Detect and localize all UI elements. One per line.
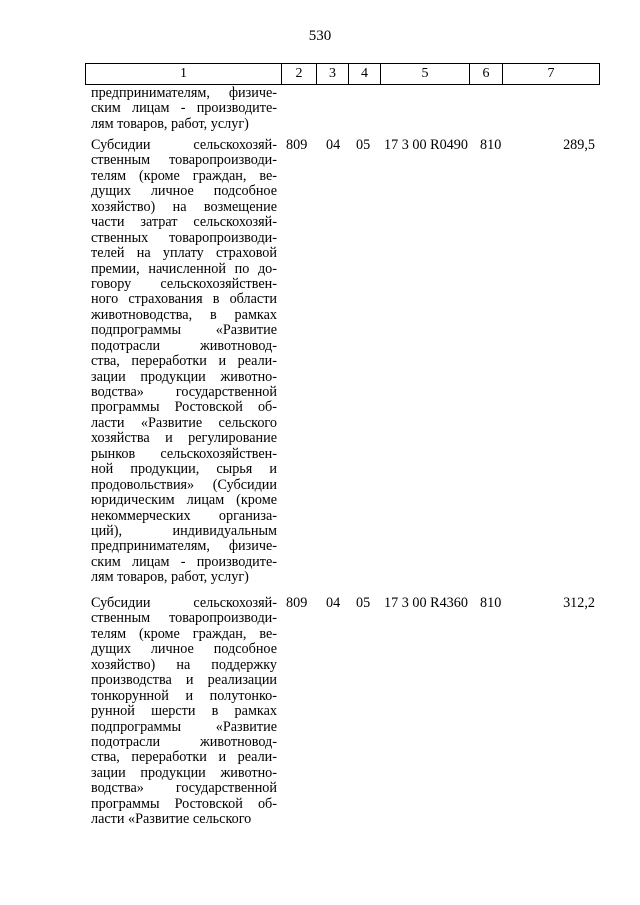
text-line: дущих личное подсобное [91, 642, 277, 658]
text-line: ласти «Развитие сельского [91, 415, 277, 431]
cell-col-4: 05 [356, 595, 371, 611]
text-line: рынков сельскохозяйствен- [91, 446, 277, 462]
row-description [91, 138, 277, 586]
row-description [91, 596, 277, 828]
text-line: говору сельскохозяйствен- [91, 276, 277, 292]
text-line: зации продукции животно- [91, 765, 277, 781]
header-col-7: 7 [547, 66, 555, 81]
text-line: подотрасли животновод- [91, 338, 277, 354]
text-line: хозяйство) на поддержку [91, 657, 277, 673]
text-line: программы Ростовской об- [91, 400, 277, 416]
text-line: тонкорунной и полутонко- [91, 688, 277, 704]
text-line: подпрограммы «Развитие [91, 323, 277, 339]
text-line: лям товаров, работ, услуг) [91, 569, 249, 586]
text-line: ским лицам - производите- [91, 101, 277, 117]
text-line: телей на уплату страховой [91, 246, 277, 262]
cell-col-6: 810 [480, 595, 502, 611]
text-line: рунной шерсти в рамках [91, 704, 277, 720]
text-line: ласти «Развитие сельского [91, 811, 252, 828]
cell-col-3: 04 [326, 137, 341, 153]
text-line: животноводства, в рамках [91, 307, 277, 323]
text-line: телям (кроме граждан, ве- [91, 626, 277, 642]
text-line: телям (кроме граждан, ве- [91, 168, 277, 184]
text-line: Субсидии сельскохозяй- [91, 596, 277, 611]
text-line: ной продукции, сырья и [91, 462, 277, 478]
text-line: хозяйства и регулирование [91, 431, 277, 447]
text-line: Субсидии сельскохозяй- [91, 138, 277, 153]
cell-col-6: 810 [480, 137, 502, 153]
text-line: ственных товаропроизводи- [91, 230, 277, 246]
cell-col-5: 17 3 00 R4360 [384, 595, 468, 611]
continuation-text [91, 86, 277, 132]
cell-col-2: 809 [286, 595, 308, 611]
header-col-5: 5 [381, 64, 470, 84]
text-line: водства» государственной [91, 385, 277, 400]
text-line: предпринимателям, физиче- [91, 86, 277, 101]
text-line: части затрат сельскохозяй- [91, 215, 277, 231]
cell-amount: 312,2 [563, 595, 595, 611]
text-line: программы Ростовской об- [91, 796, 277, 812]
text-line: подпрограммы «Развитие [91, 719, 277, 735]
text-line: зации продукции животно- [91, 369, 277, 385]
text-line: ским лицам - производите- [91, 554, 277, 570]
text-line: подотрасли животновод- [91, 734, 277, 750]
cell-col-2: 809 [286, 137, 308, 153]
text-line: ства, переработки и реали- [91, 750, 277, 766]
cell-col-5: 17 3 00 R0490 [384, 137, 468, 153]
text-line: некоммерческих организа- [91, 508, 277, 524]
text-line: предпринимателям, физиче- [91, 539, 277, 555]
text-line: продовольствия» (Субсидии [91, 477, 277, 493]
header-col-4: 4 [349, 64, 381, 84]
header-col-2: 2 [282, 64, 317, 84]
header-col-6: 6 [470, 64, 503, 84]
text-line: ственным товаропроизводи- [91, 153, 277, 169]
text-line: хозяйство) на возмещение [91, 199, 277, 215]
header-col-3: 3 [317, 64, 349, 84]
text-line: премии, начисленной по до- [91, 261, 277, 277]
cell-amount: 289,5 [563, 137, 595, 153]
header-col-1: 1 [86, 64, 282, 84]
cell-col-4: 05 [356, 137, 371, 153]
text-line: ства, переработки и реали- [91, 354, 277, 370]
cell-col-3: 04 [326, 595, 341, 611]
text-line: водства» государственной [91, 781, 277, 797]
table-header [85, 63, 600, 85]
text-line: ций), индивидуальным [91, 523, 277, 539]
text-line: производства и реализации [91, 673, 277, 689]
text-line: ственным товаропроизводи- [91, 611, 277, 627]
page-number: 530 [308, 28, 332, 44]
text-line: ного страхования в области [91, 292, 277, 308]
text-line: дущих личное подсобное [91, 184, 277, 200]
text-line: юридическим лицам (кроме [91, 493, 277, 509]
text-line: лям товаров, работ, услуг) [91, 115, 249, 132]
